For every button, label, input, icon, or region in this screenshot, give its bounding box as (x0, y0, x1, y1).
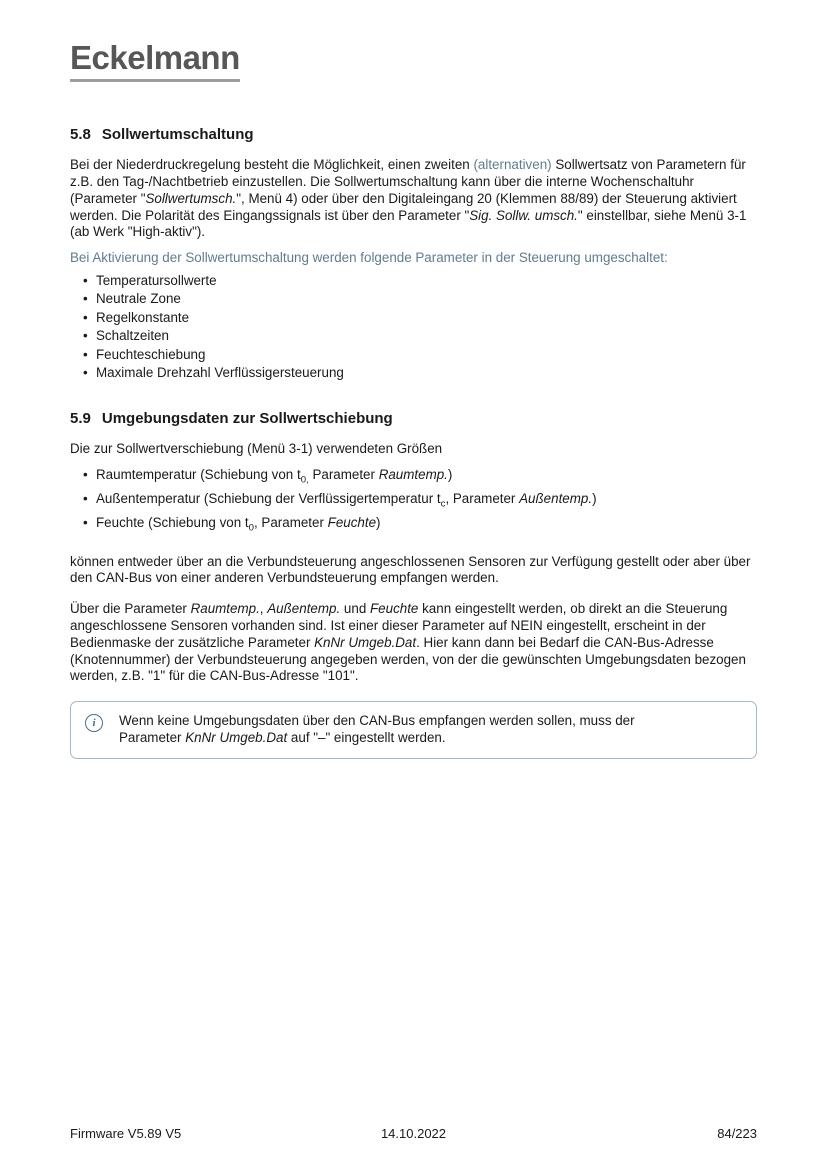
info-note-box (70, 701, 757, 759)
list-item: • Neutrale Zone (70, 290, 757, 308)
footer-page-number: 84/223 (717, 1126, 757, 1141)
list-item: • Temperatursollwerte (70, 272, 757, 290)
section-5-9 (70, 410, 757, 759)
section-number: 5.9 (70, 409, 91, 427)
eckelmann-logo (70, 40, 240, 82)
info-icon: i (85, 714, 103, 732)
paragraph: können entweder über an die Verbundsteuerung angeschlossenen Sensoren zur Verfügung gestellt oder aber über den CAN-Bus von einer anderen Verbundsteuerung empfangen werden. (70, 553, 751, 586)
bullet-list (70, 466, 757, 538)
section-title: Umgebungsdaten zur Sollwertschiebung (101, 409, 393, 427)
footer-date: 14.10.2022 (380, 1126, 447, 1141)
section-title: Sollwertumschaltung (101, 126, 254, 144)
list-item: • Schaltzeiten (70, 327, 757, 345)
list-item: • Feuchteschiebung (70, 346, 757, 364)
bullet-list (70, 272, 757, 382)
list-item: • Regelkonstante (70, 309, 757, 327)
page-footer (70, 1126, 757, 1141)
logo-underline (70, 79, 240, 82)
paragraph: Über die Parameter Raumtemp., Außentemp. und Feuchte kann eingestellt werden, ob direkt an die Steuerung angeschlossene Sensoren vorhanden sind. Ist einer dieser Parameter auf NEIN eingestellt, erscheint in der Bedienmaske der zusätzliche Parameter KnNr Umgeb.Dat. Hier kann dann bei Bedarf die CAN-Bus-Adresse (Knotennummer) der Verbundsteuerung angegeben werden, von der die gewünschten Umgebungsdaten bezogen werden, z.B. "1" für die CAN-Bus-Adresse "101". (70, 601, 746, 684)
logo-wordmark: Eckelmann (70, 39, 240, 76)
info-note-text: Wenn keine Umgebungsdaten über den CAN-Bus empfangen werden sollen, muss der Parameter KnNr Umgeb.Dat auf "–" eingestellt werden. (119, 713, 635, 745)
footer-firmware-version: Firmware V5.89 V5 (70, 1126, 182, 1141)
document-body (70, 126, 757, 758)
page-header (70, 40, 757, 82)
list-item: • Feuchte (Schiebung von $t_0$, Parameter Feuchte) (70, 514, 757, 538)
section-number: 5.8 (70, 126, 91, 144)
paragraph: Bei der Niederdruckregelung besteht die Möglichkeit, einen zweiten (alternativen) Sollwertsatz von Parametern für z.B. den Tag-/Nachtbetrieb einzustellen. Die Sollwertumschaltung kann über die interne Wochenschaltuhr (Parameter "Sollwertumsch.", Menü 4) oder über den Digitaleingang 20 (Klemmen 88/89) der Steuerung aktiviert werden. Die Polarität des Eingangssignals ist über den Parameter "Sig. Sollw. umsch." einstellbar, siehe Menü 3-1 (ab Werk "High-aktiv"). (70, 157, 747, 240)
section-5-8 (70, 126, 757, 382)
list-item: • Raumtemperatur (Schiebung von $t_{0,}$ Parameter Raumtemp.) (70, 466, 757, 490)
list-item: • Maximale Drehzahl Verflüssigersteuerung (70, 364, 757, 382)
section-5-9-heading (70, 410, 757, 428)
section-5-8-heading (70, 126, 757, 144)
list-item: • Außentemperatur (Schiebung der Verflüssigertemperatur $t_c$, Parameter Außentemp.) (70, 490, 757, 514)
paragraph: Die zur Sollwertverschiebung (Menü 3-1) verwendeten Größen (70, 440, 443, 456)
paragraph-muted: Bei Aktivierung der Sollwertumschaltung werden folgende Parameter in der Steuerung umgeschaltet: (70, 250, 668, 266)
